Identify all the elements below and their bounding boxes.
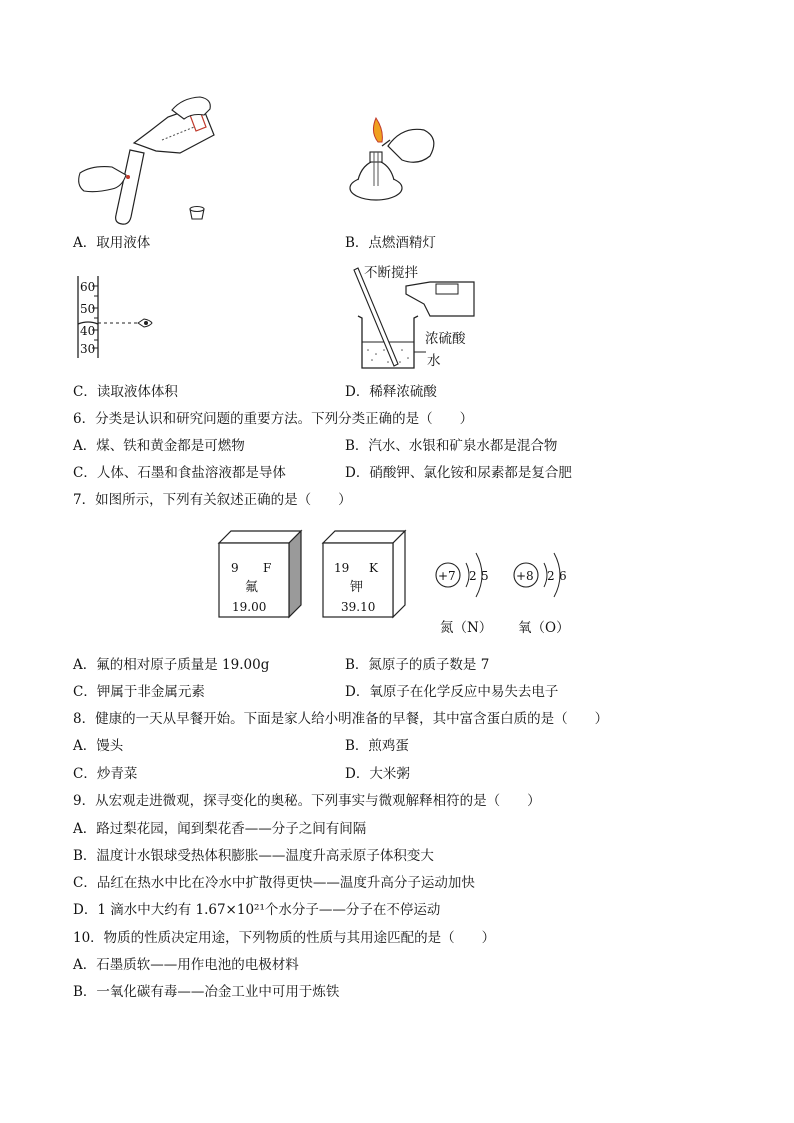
f-symbol: F xyxy=(263,561,272,575)
f-name: 氟 xyxy=(245,580,259,595)
q8-option-a: A．馒头 xyxy=(73,738,124,754)
q9-option-a: A．路过梨花园，闻到梨花香——分子之间有间隔 xyxy=(73,821,367,837)
dilute-stir-label: 不断搅拌 xyxy=(364,265,418,281)
q7-option-a: A．氟的相对原子质量是 19.00g xyxy=(73,657,270,673)
dilute-acid-label: 浓硫酸 xyxy=(425,331,466,347)
f-mass: 19.00 xyxy=(232,600,267,614)
cylinder-tick-30: 30 xyxy=(80,342,96,356)
o-shell-1: 2 xyxy=(547,569,555,583)
q6-option-d: D．硝酸钾、氯化铵和尿素都是复合肥 xyxy=(345,465,572,481)
n-nucleus: +7 xyxy=(438,569,456,583)
k-symbol: K xyxy=(369,561,378,575)
q9-option-b: B．温度计水银球受热体积膨胀——温度升高汞原子体积变大 xyxy=(73,848,434,864)
q10-stem: 10．物质的性质决定用途，下列物质的性质与其用途匹配的是（ ） xyxy=(73,930,496,946)
f-atomic-number: 9 xyxy=(231,561,239,575)
q9-stem: 9．从宏观走进微观，探寻变化的奥秘。下列事实与微观解释相符的是（ ） xyxy=(73,793,541,809)
cylinder-tick-40: 40 xyxy=(80,324,96,338)
n-label: 氮（N） xyxy=(440,620,493,636)
q6-stem: 6．分类是认识和研究问题的重要方法。下列分类正确的是（ ） xyxy=(73,411,474,427)
q6-option-b: B．汽水、水银和矿泉水都是混合物 xyxy=(345,438,558,454)
q7-stem: 7．如图所示，下列有关叙述正确的是（ ） xyxy=(73,492,352,508)
figure-b-caption: B．点燃酒精灯 xyxy=(345,235,436,251)
q8-option-b: B．煎鸡蛋 xyxy=(345,738,409,754)
q8-stem: 8．健康的一天从早餐开始。下面是家人给小明准备的早餐，其中富含蛋白质的是（ ） xyxy=(73,711,609,727)
q10-option-b: B．一氧化碳有毒——冶金工业中可用于炼铁 xyxy=(73,984,340,1000)
q7-option-c: C．钾属于非金属元素 xyxy=(73,684,205,700)
n-shell-1: 2 xyxy=(469,569,477,583)
k-atomic-number: 19 xyxy=(334,561,350,575)
q10-option-a: A．石墨质软——用作电池的电极材料 xyxy=(73,957,299,973)
dilute-water-label: 水 xyxy=(427,353,441,369)
figure-alcohol-lamp xyxy=(344,116,444,208)
figure-c-caption: C．读取液体体积 xyxy=(73,384,178,400)
figure-pouring-liquid xyxy=(72,95,222,230)
q6-option-a: A．煤、铁和黄金都是可燃物 xyxy=(73,438,245,454)
figure-a-caption: A．取用液体 xyxy=(73,235,151,251)
o-label: 氧（O） xyxy=(518,620,570,636)
k-mass: 39.10 xyxy=(341,600,376,614)
q6-option-c: C．人体、石墨和食盐溶液都是导体 xyxy=(73,465,286,481)
q8-option-c: C．炒青菜 xyxy=(73,766,138,782)
q9-option-c: C．品红在热水中比在冷水中扩散得更快——温度升高分子运动加快 xyxy=(73,875,475,891)
n-shell-2: 5 xyxy=(481,569,489,583)
o-nucleus: +8 xyxy=(516,569,534,583)
q9-option-d: D．1 滴水中大约有 1.67×10²¹个水分子——分子在不停运动 xyxy=(73,902,441,918)
o-shell-2: 6 xyxy=(559,569,567,583)
q8-option-d: D．大米粥 xyxy=(345,766,410,782)
figure-d-caption: D．稀释浓硫酸 xyxy=(345,384,437,400)
cylinder-tick-50: 50 xyxy=(80,302,96,316)
q7-option-b: B．氮原子的质子数是 7 xyxy=(345,657,490,673)
cylinder-tick-60: 60 xyxy=(80,280,96,294)
q7-option-d: D．氧原子在化学反应中易失去电子 xyxy=(345,684,559,700)
k-name: 钾 xyxy=(350,580,364,595)
